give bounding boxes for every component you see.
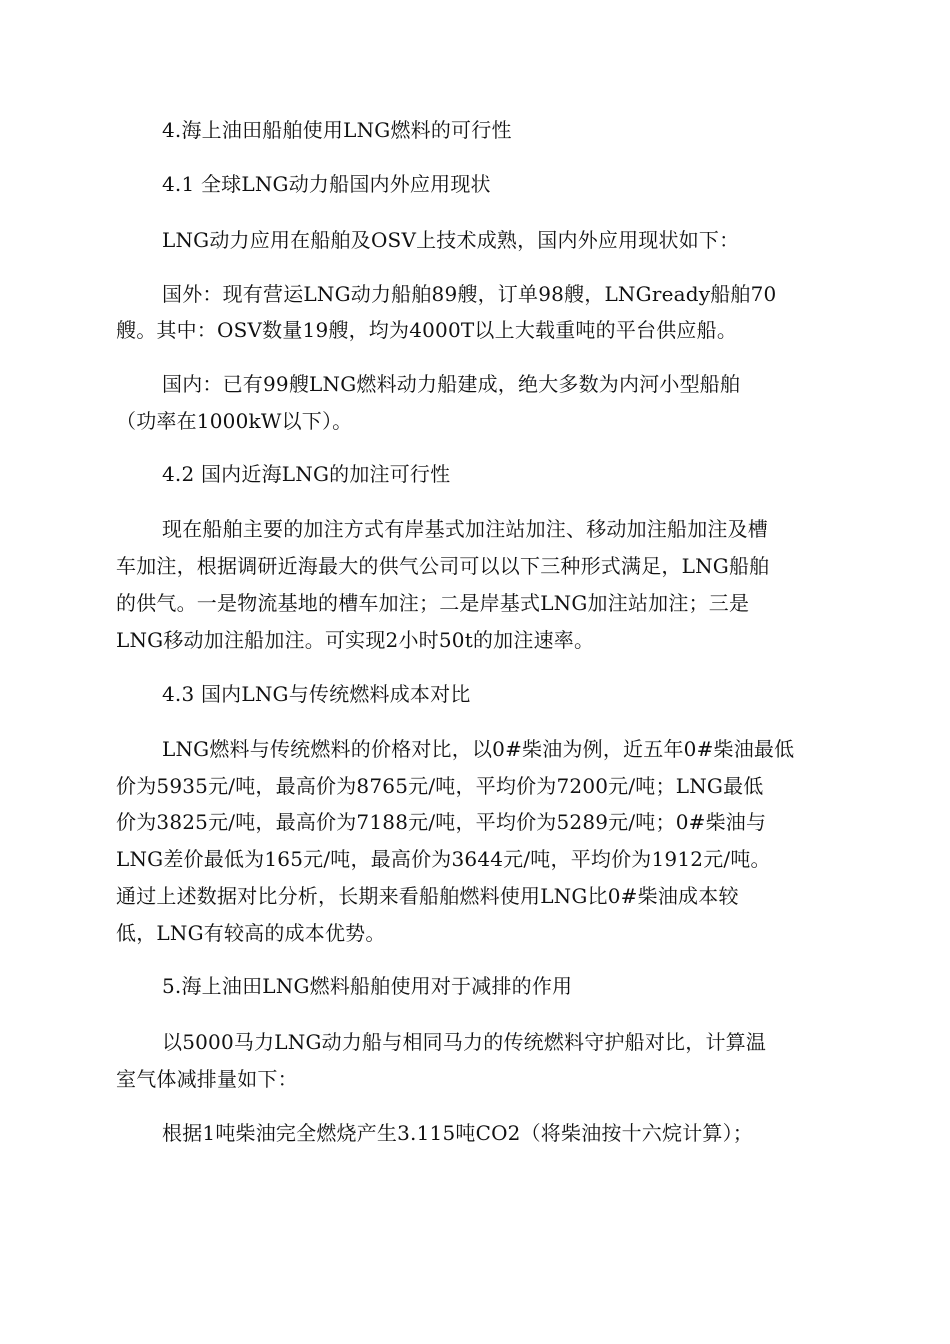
section-heading-4-2: 4.2 国内近海LNG的加注可行性	[162, 462, 451, 486]
paragraph-line: 通过上述数据对比分析，长期来看船舶燃料使用LNG比0#柴油成本较	[116, 884, 739, 908]
section-heading-4-1: 4.1 全球LNG动力船国内外应用现状	[162, 172, 491, 196]
paragraph-line: 根据1吨柴油完全燃烧产生3.115吨CO2（将柴油按十六烷计算）；	[162, 1121, 754, 1145]
paragraph-line: （功率在1000kW以下）。	[116, 409, 353, 433]
section-heading-4-3: 4.3 国内LNG与传统燃料成本对比	[162, 682, 471, 706]
paragraph-line: 价为3825元/吨，最高价为7188元/吨，平均价为5289元/吨；0#柴油与	[116, 810, 767, 834]
paragraph-line: 低，LNG有较高的成本优势。	[116, 921, 386, 945]
paragraph-line: 的供气。一是物流基地的槽车加注；二是岸基式LNG加注站加注；三是	[116, 591, 750, 615]
paragraph-line: 艘。其中：OSV数量19艘，均为4000T以上大载重吨的平台供应船。	[116, 318, 738, 342]
paragraph-line: 价为5935元/吨，最高价为8765元/吨，平均价为7200元/吨；LNG最低	[116, 774, 764, 798]
paragraph-line: 室气体减排量如下：	[116, 1067, 298, 1091]
paragraph-line: LNG动力应用在船舶及OSV上技术成熟，国内外应用现状如下：	[162, 228, 740, 252]
paragraph-line: 以5000马力LNG动力船与相同马力的传统燃料守护船对比，计算温	[162, 1030, 767, 1054]
paragraph-line: LNG差价最低为165元/吨，最高价为3644元/吨，平均价为1912元/吨。	[116, 847, 771, 871]
section-heading-5: 5.海上油田LNG燃料船舶使用对于减排的作用	[162, 974, 573, 998]
paragraph-line: 车加注，根据调研近海最大的供气公司可以以下三种形式满足，LNG船舶	[116, 554, 770, 578]
section-heading-4: 4.海上油田船舶使用LNG燃料的可行性	[162, 118, 512, 142]
paragraph-line: 现在船舶主要的加注方式有岸基式加注站加注、移动加注船加注及槽	[162, 517, 768, 541]
paragraph-line: 国外：现有营运LNG动力船舶89艘，订单98艘，LNGready船舶70	[162, 282, 777, 306]
paragraph-line: LNG移动加注船加注。可实现2小时50t的加注速率。	[116, 628, 595, 652]
paragraph-line: LNG燃料与传统燃料的价格对比，以0#柴油为例，近五年0#柴油最低	[162, 737, 795, 761]
paragraph-line: 国内：已有99艘LNG燃料动力船建成，绝大多数为内河小型船舶	[162, 372, 741, 396]
